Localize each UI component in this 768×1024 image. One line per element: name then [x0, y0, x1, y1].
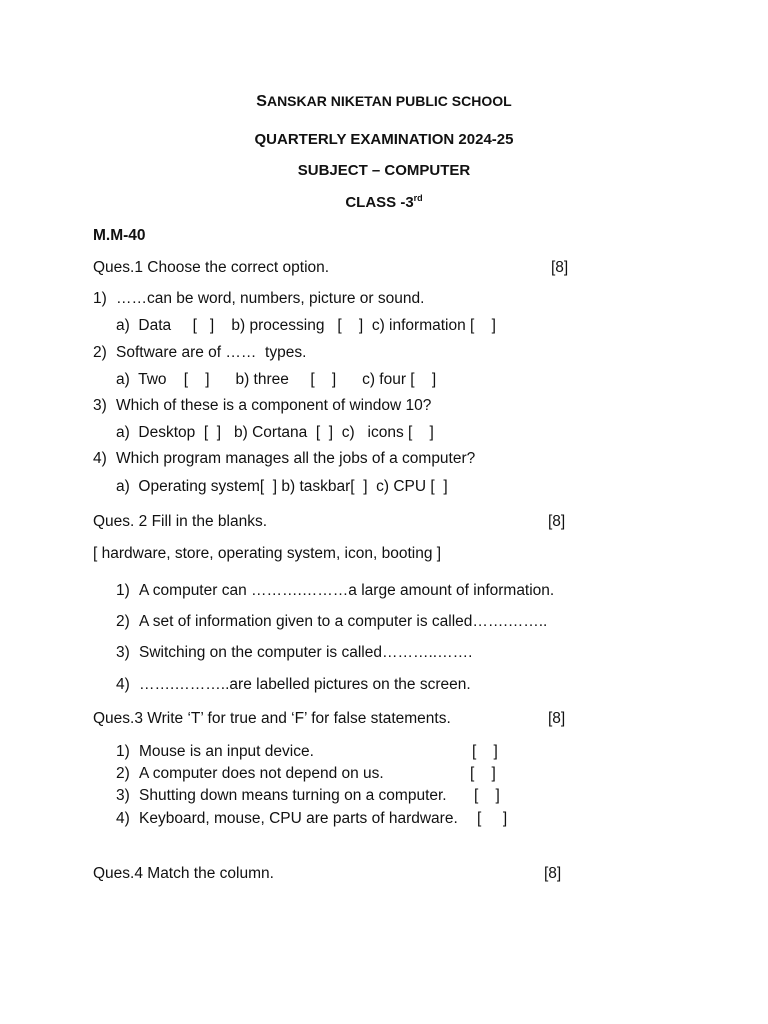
- q3-answer-box: [ ]: [477, 810, 508, 827]
- q1-item-text: ……can be word, numbers, picture or sound.: [116, 290, 425, 307]
- q1-item-options: a) Operating system[ ] b) taskbar[ ] c) CPU [ ]: [116, 478, 448, 495]
- q2-item-text: A set of information given to a computer is called…….……..: [139, 613, 548, 630]
- q1-item-text: Software are of …… types.: [116, 344, 307, 361]
- q3-item-text: Keyboard, mouse, CPU are parts of hardware.: [139, 810, 458, 827]
- school-name: SANSKAR NIKETAN PUBLIC SCHOOL: [256, 93, 512, 110]
- q1-item-num: 3): [93, 397, 107, 414]
- q2-item-num: 4): [116, 676, 130, 693]
- q1-item-text: Which of these is a component of window 10?: [116, 397, 432, 414]
- q3-item-text: A computer does not depend on us.: [139, 765, 384, 782]
- q1-item-text: Which program manages all the jobs of a computer?: [116, 450, 476, 467]
- q3-answer-box: [ ]: [470, 765, 496, 782]
- q2-item-num: 2): [116, 613, 130, 630]
- q2-title: Ques. 2 Fill in the blanks.: [93, 513, 268, 530]
- q1-item-num: 2): [93, 344, 107, 361]
- q3-marks: [8]: [548, 710, 566, 727]
- q3-answer-box: [ ]: [474, 787, 500, 804]
- q2-item-num: 1): [116, 582, 130, 599]
- q2-item-text: Switching on the computer is called………..…….: [139, 644, 473, 661]
- exam-title: QUARTERLY EXAMINATION 2024-25: [254, 131, 514, 148]
- q4-title: Ques.4 Match the column.: [93, 865, 274, 882]
- q1-title: Ques.1 Choose the correct option.: [93, 259, 330, 276]
- q1-item-num: 4): [93, 450, 107, 467]
- q1-item-num: 1): [93, 290, 107, 307]
- q2-item-num: 3): [116, 644, 130, 661]
- q1-item-options: a) Desktop [ ] b) Cortana [ ] c) icons [ ]: [116, 424, 434, 441]
- q3-answer-box: [ ]: [472, 743, 498, 760]
- q3-item-num: 2): [116, 765, 130, 782]
- q3-item-text: Mouse is an input device.: [139, 743, 314, 760]
- q2-word-bank: [ hardware, store, operating system, icon, booting ]: [93, 545, 442, 562]
- q1-item-options: a) Data [ ] b) processing [ ] c) information [ ]: [116, 317, 496, 334]
- q2-marks: [8]: [548, 513, 566, 530]
- q2-item-text: A computer can ……….………a large amount of information.: [139, 582, 555, 599]
- q4-marks: [8]: [544, 865, 562, 882]
- q3-item-text: Shutting down means turning on a computer.: [139, 787, 447, 804]
- q3-title: Ques.3 Write ‘T’ for true and ‘F’ for false statements.: [93, 710, 451, 727]
- q3-item-num: 3): [116, 787, 130, 804]
- q3-item-num: 4): [116, 810, 130, 827]
- subject-title: SUBJECT – COMPUTER: [297, 162, 471, 179]
- max-marks: M.M-40: [93, 227, 146, 244]
- class-title: CLASS -3rd: [345, 193, 423, 211]
- q1-item-options: a) Two [ ] b) three [ ] c) four [ ]: [116, 371, 437, 388]
- q2-item-text: …….………..are labelled pictures on the screen.: [139, 676, 471, 693]
- q3-item-num: 1): [116, 743, 130, 760]
- q1-marks: [8]: [551, 259, 569, 276]
